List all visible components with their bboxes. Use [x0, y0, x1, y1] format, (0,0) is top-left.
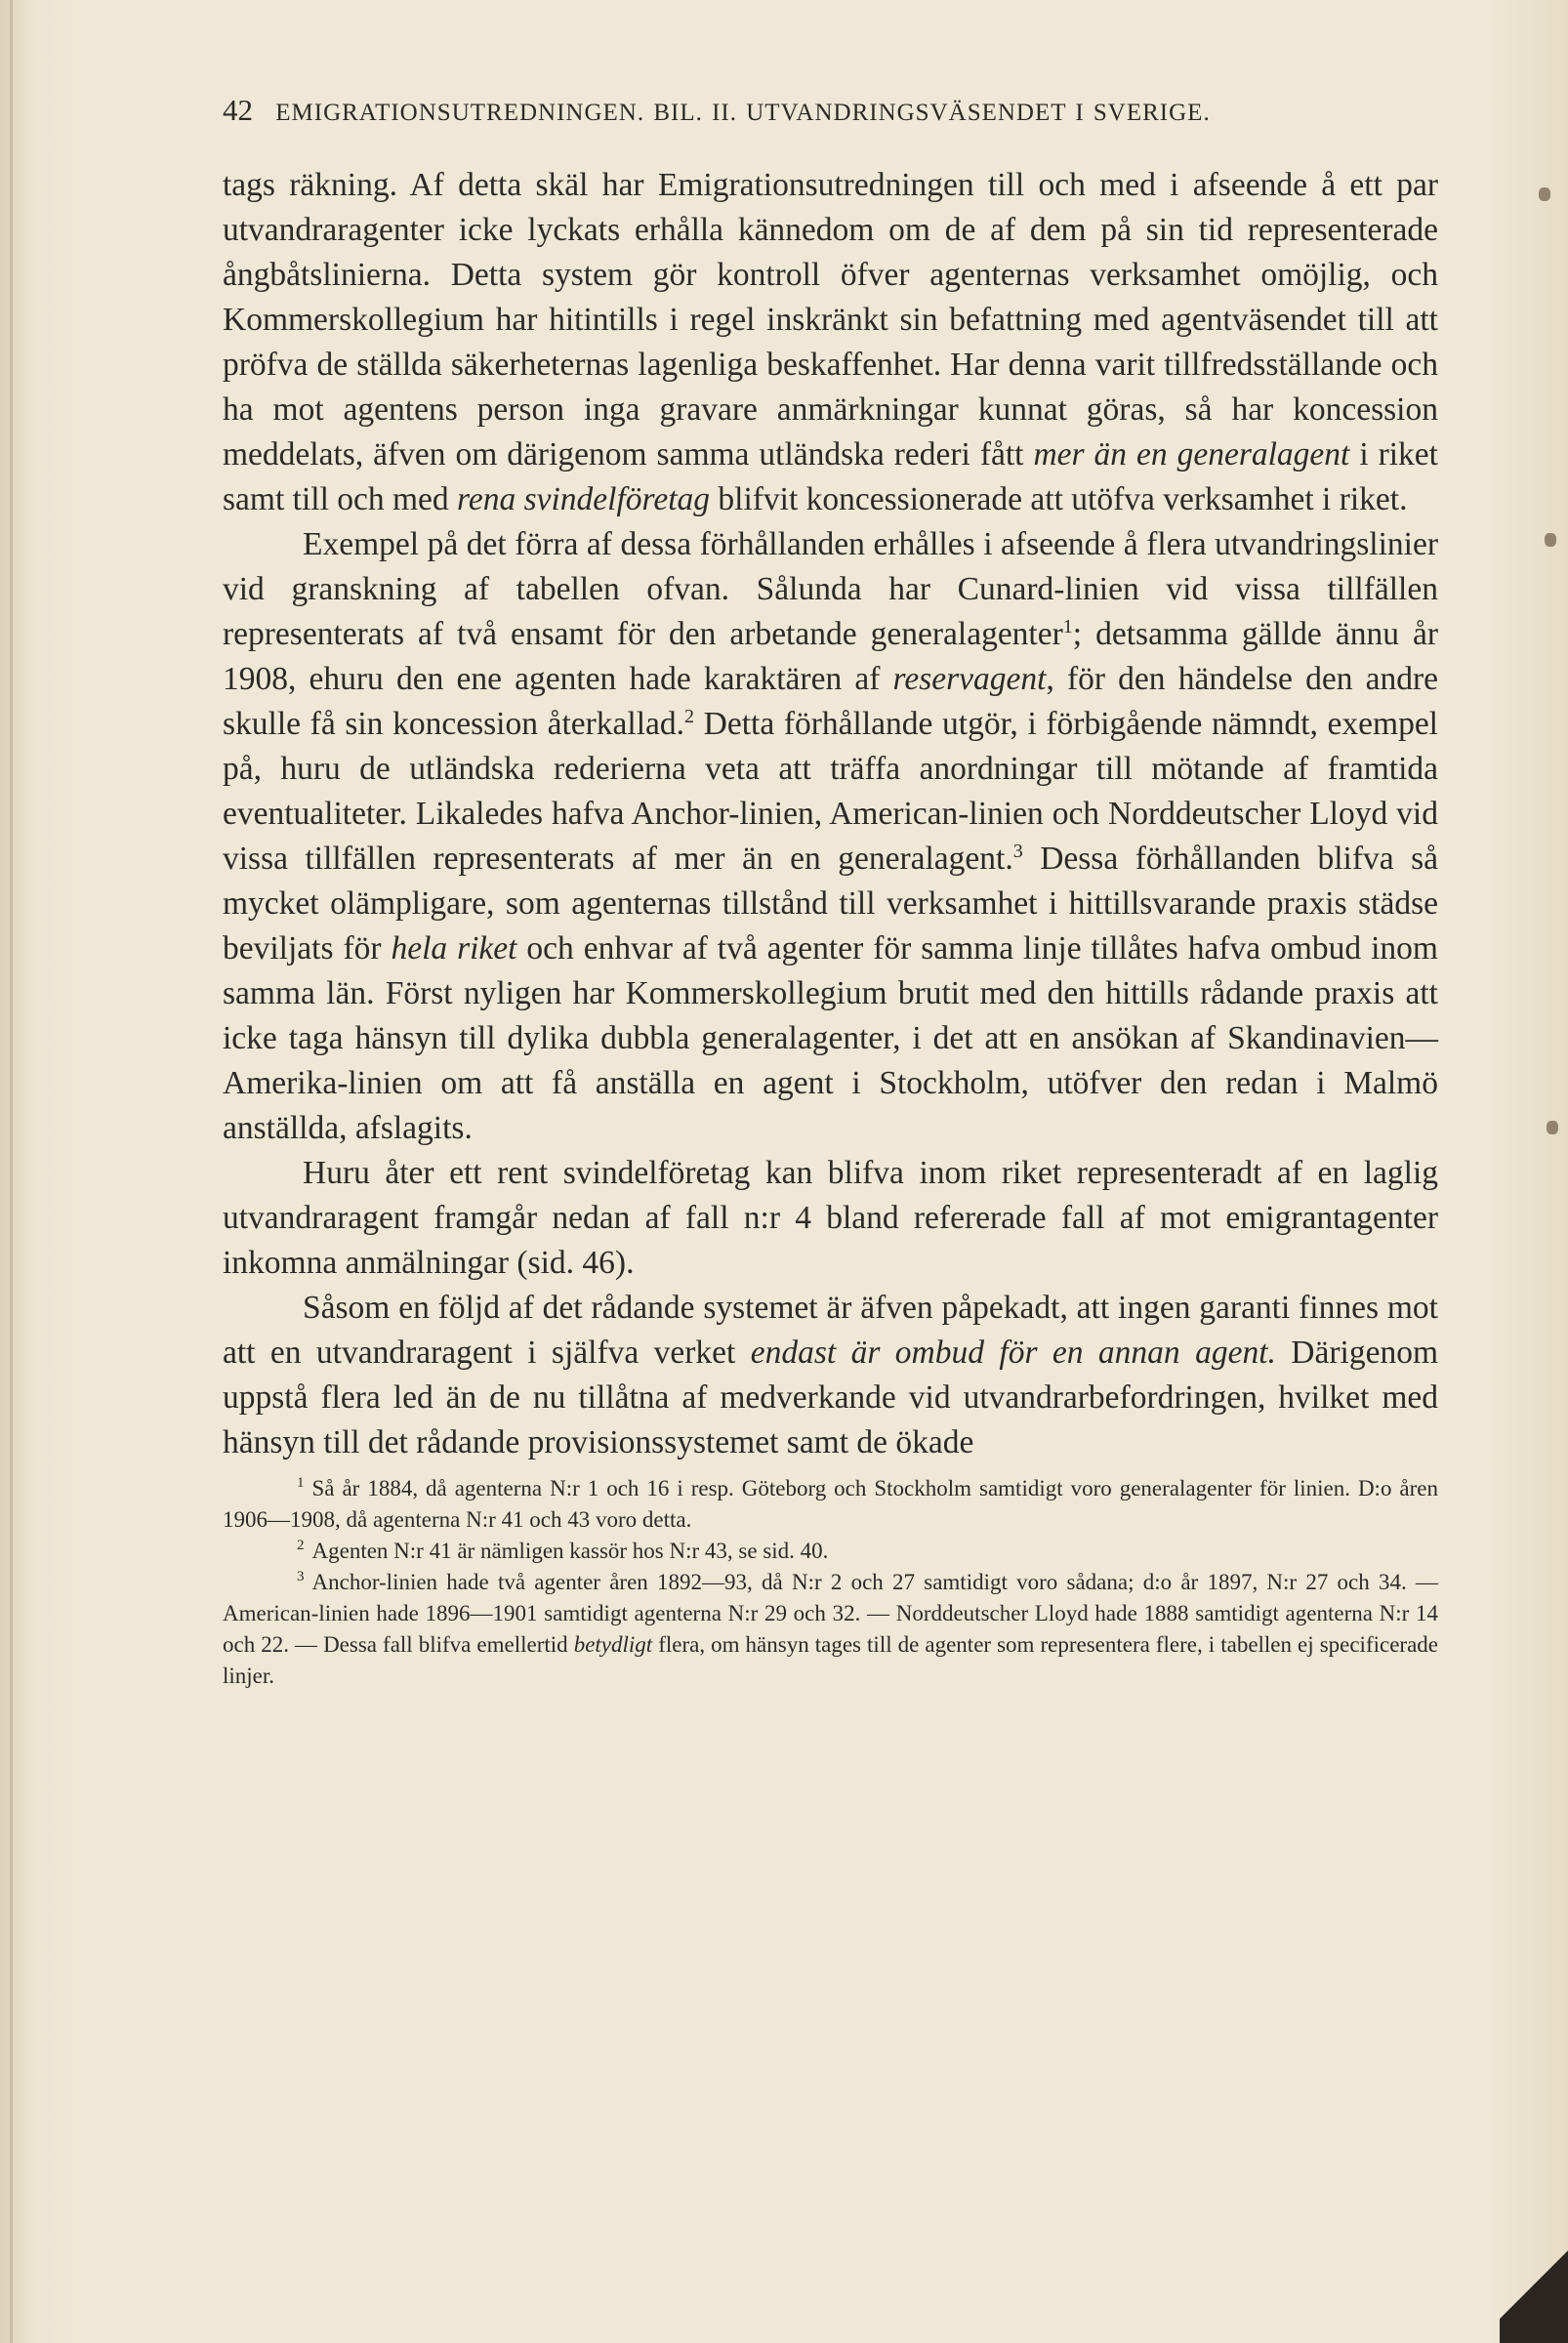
footnote-number: 3: [297, 1569, 305, 1585]
text-run: ; detsamma gällde ännu år 1908, ehuru den ene agenten hade karaktären af: [223, 616, 1438, 697]
text-run: Agenten N:r 41 är nämligen kassör hos N:r 43, se sid. 40.: [311, 1539, 829, 1563]
body-text: [223, 163, 1438, 1465]
text-run: Exempel på det förra af dessa förhållanden erhålles i afseende å flera utvandringslinier vid granskning af tabellen ofvan. Sålunda har Cunard-linien vid vissa tillfällen representerats af två ensamt för den arbetande generalagenter: [223, 526, 1438, 652]
text-run: , för den händelse den andre skulle få sin koncession återkallad.: [223, 661, 1438, 742]
footnote: [223, 1473, 1438, 1536]
paper-speck: [1545, 533, 1556, 547]
paragraph: [223, 1286, 1438, 1465]
italic-text: betydligt: [573, 1632, 653, 1657]
paper-speck: [1547, 1121, 1558, 1134]
footnote: [223, 1536, 1438, 1567]
running-header: [223, 93, 1438, 128]
paragraph: [223, 1151, 1438, 1286]
page-corner-shadow: [1500, 2226, 1568, 2343]
document-page: [223, 93, 1438, 1692]
text-run: tags räkning. Af detta skäl har Emigrationsutredningen till och med i afseende å ett par utvandraragenter icke lyckats erhålla kännedom om de af dem på sin tid representerade ångbåtslinierna. Detta system gör kontroll öfver agenternas verksamhet omöjlig, och Kommerskollegium har hitintills i regel inskränkt sin befattning med agentväsendet till att pröfva de ställda säkerheternas lagenliga beskaffenhet. Har denna varit tillfredsställande och ha mot agentens person inga gravare anmärkningar kunnat göras, så har koncession meddelats, äfven om därigenom samma utländska rederi fått: [223, 167, 1438, 473]
text-run: Huru åter ett rent svindelföretag kan blifva inom riket representeradt af en laglig utvandraragent framgår nedan af fall n:r 4 bland refererade fall af mot emigrantagenter inkomna anmälningar (sid. 46).: [223, 1155, 1438, 1281]
text-run: Såsom en följd af det rådande systemet är äfven påpekadt, att ingen garanti finnes mot att en utvandraragent i själfva verket: [223, 1290, 1438, 1371]
binding-edge: [10, 0, 13, 2343]
paper-speck: [1539, 187, 1550, 201]
italic-text: reservagent: [892, 661, 1047, 697]
footnote-number: 1: [297, 1475, 305, 1492]
text-run: Därigenom uppstå flera led än de nu tillåtna af medverkande vid utvandrarbefordringen, hvilket med hänsyn till det rådande provisionssystemet samt de ökade: [223, 1335, 1438, 1460]
footnote-number: 2: [297, 1538, 305, 1554]
italic-text: mer än en generalagent: [1033, 436, 1350, 473]
footnotes: [223, 1473, 1438, 1692]
footnote-reference: 3: [1012, 840, 1023, 862]
italic-text: rena svindelföretag: [457, 481, 711, 517]
text-run: Detta förhållande utgör, i förbigående nämndt, exempel på, huru de utländska rederierna veta att träffa anordningar till mötande af framtida eventualiteter. Likaledes hafva Anchor-linien, American-linien och Norddeutscher Lloyd vid vissa tillfällen representerats af mer än en generalagent.: [223, 706, 1438, 877]
footnote: [223, 1567, 1438, 1692]
page-number: 42: [223, 93, 253, 127]
text-run: flera, om hänsyn tages till de agenter som representera flere, i tabellen ej specificerade linjer.: [223, 1632, 1438, 1688]
paragraph: [223, 522, 1438, 1151]
footnote-reference: 1: [1062, 615, 1073, 637]
running-title: EMIGRATIONSUTREDNINGEN. BIL. II. UTVANDRINGSVÄSENDET I SVERIGE.: [275, 100, 1211, 126]
text-run: i riket samt till och med: [223, 436, 1438, 517]
text-run: Anchor-linien hade två agenter åren 1892—93, då N:r 2 och 27 samtidigt voro sådana; d:o år 1897, N:r 27 och 34. — American-linien hade 1896—1901 samtidigt agenterna N:r 29 och 32. — Norddeutscher Lloyd hade 1888 samtidigt agenterna N:r 14 och 22. — Dessa fall blifva emellertid: [223, 1570, 1438, 1657]
text-run: Så år 1884, då agenterna N:r 1 och 16 i resp. Göteborg och Stockholm samtidigt voro generalagenter för linien. D:o åren 1906—1908, då agenterna N:r 41 och 43 voro detta.: [223, 1476, 1438, 1532]
text-run: Dessa förhållanden blifva så mycket olämpligare, som agenternas tillstånd till verksamhet i hittillsvarande praxis städse beviljats för: [223, 841, 1438, 966]
italic-text: hela riket: [391, 930, 517, 966]
text-run: blifvit koncessionerade att utöfva verksamhet i riket.: [710, 481, 1408, 517]
paragraph: [223, 163, 1438, 522]
text-run: och enhvar af två agenter för samma linje tillåtes hafva ombud inom samma län. Först nyligen har Kommerskollegium brutit med den hittills rådande praxis att icke taga hänsyn till dylika dubbla generalagenter, i det att en ansökan af Skandinavien—Amerika-linien om att få anställa en agent i Stockholm, utöfver den redan i Malmö anställda, afslagits.: [223, 930, 1438, 1146]
italic-text: endast är ombud för en annan agent.: [750, 1335, 1276, 1371]
footnote-reference: 2: [684, 705, 695, 727]
